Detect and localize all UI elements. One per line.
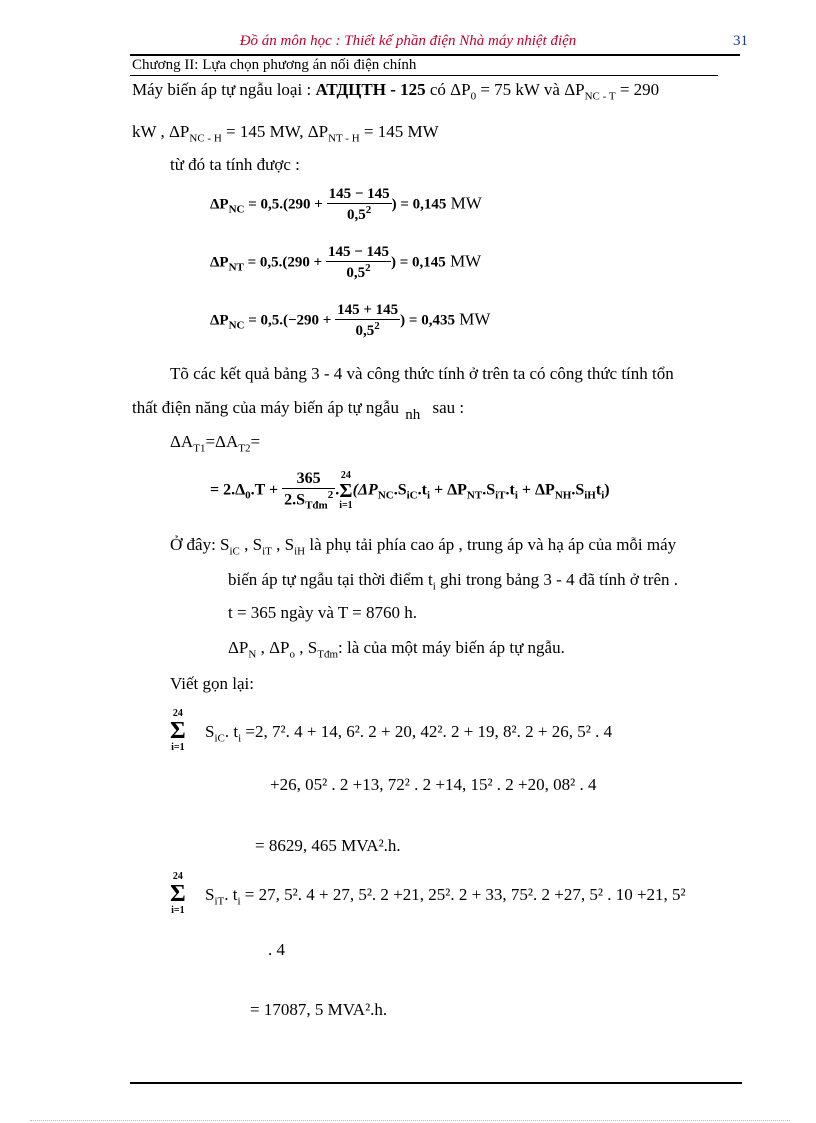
equation-energy-loss: = $2.\Delta_0.T$ + $\frac{365}{2.S_{Tđm}^2}$ . 24 Σ i=1 $(\Delta P_{NC}.S_{iC}.t_i + \Delta P_{NT}.S_{iT}.t_i + \Delta P_{NH}.S_{iH}t_i)$	[210, 469, 610, 512]
page-number: 31	[733, 33, 748, 49]
paragraph-transformer-time: biến áp tự ngẫu tại thời điểm $t_i$ ghi trong bảng 3 - 4 đã tính ở trên .	[228, 570, 678, 593]
sum1-line2: +26, 05² . 2 +13, 72² . 2 +14, 15² . 2 +20, 08² . 4	[270, 775, 597, 794]
paragraph-where: Ở đây: $S_{iC}$ , $S_{iT}$ , $S_{iH}$ là phụ tải phía cao áp , trung áp và hạ áp của mỗi máy	[170, 535, 677, 558]
sum2-line2: . 4	[268, 940, 285, 959]
paragraph-calc-intro: từ đó ta tính được :	[170, 155, 300, 174]
equation-delta-p-nc: $\Delta P_{NC} = 0,5.(290$ + $\frac{145 - 145}{0,5^2}$ ) = 0,145 MW	[210, 186, 482, 223]
paragraph-parameters: $\Delta P_N$ , $\Delta P_o$ , $S_{Tđm}$: là của một máy biến áp tự ngẫu.	[228, 638, 565, 661]
paragraph-transformer-type: Máy biến áp tự ngẫu loại : АТДЦТН - 125 có $\Delta P_0 = 75$ kW và $\Delta P_{NC - T} = 290$	[132, 80, 660, 103]
sum-symbol-1: 24 Σ i=1	[170, 708, 186, 753]
header-rule	[130, 54, 740, 56]
paragraph-energy-loss: thất điện năng của máy biến áp tự ngẫu nh sau :	[132, 398, 465, 423]
page-edge	[30, 1120, 790, 1121]
equation-delta-p-nt: $\Delta P_{NT} = 0,5.(290$ + $\frac{145 - 145}{0,5^2}$ ) = 0,145 MW	[210, 244, 482, 281]
sum1-result: = 8629, 465 MVA².h.	[255, 836, 401, 855]
paragraph-results: Tõ các kết quả bảng 3 - 4 và công thức tính ở trên ta có công thức tính tổn	[170, 364, 674, 383]
paragraph-losses: kW , $\Delta P_{NC - H} = 145$ MW, $\Delta P_{NT - H} = 145$ MW	[132, 122, 439, 145]
sum1-line1: $S_{iC}$. $t_i =2$, 7². 4 + 14, 6². 2 + 20, 42². 2 + 19, 8². 2 + 26, 5² . 4	[205, 722, 613, 745]
chapter-title: Chương II: Lựa chọn phương án nối điện chính	[132, 57, 417, 73]
sum2-result: = 17087, 5 MVA².h.	[250, 1000, 388, 1019]
paragraph-time-values: t = 365 ngày và T = 8760 h.	[228, 603, 418, 622]
document-header-title: Đồ án môn học : Thiết kế phần điện Nhà máy nhiệt điện	[239, 33, 577, 49]
footer-rule	[130, 1082, 742, 1084]
equation-delta-p-nc-2: $\Delta P_{NC} = 0,5.(-290$ + $\frac{145 + 145}{0,5^2}$ ) = 0,435 MW	[210, 302, 491, 339]
sum-symbol-2: 24 Σ i=1	[170, 871, 186, 916]
energy-loss-label: $\Delta A_{T1}=\Delta A_{T2}=$	[170, 432, 261, 455]
sum2-line1: $S_{iT}$. $t_i = 27$, 5². 4 + 27, 5². 2 +21, 25². 2 + 33, 75². 2 +27, 5² . 10 +21, 5²	[205, 885, 686, 908]
chapter-rule	[130, 75, 718, 76]
paragraph-rewrite: Viết gọn lại:	[170, 674, 254, 693]
